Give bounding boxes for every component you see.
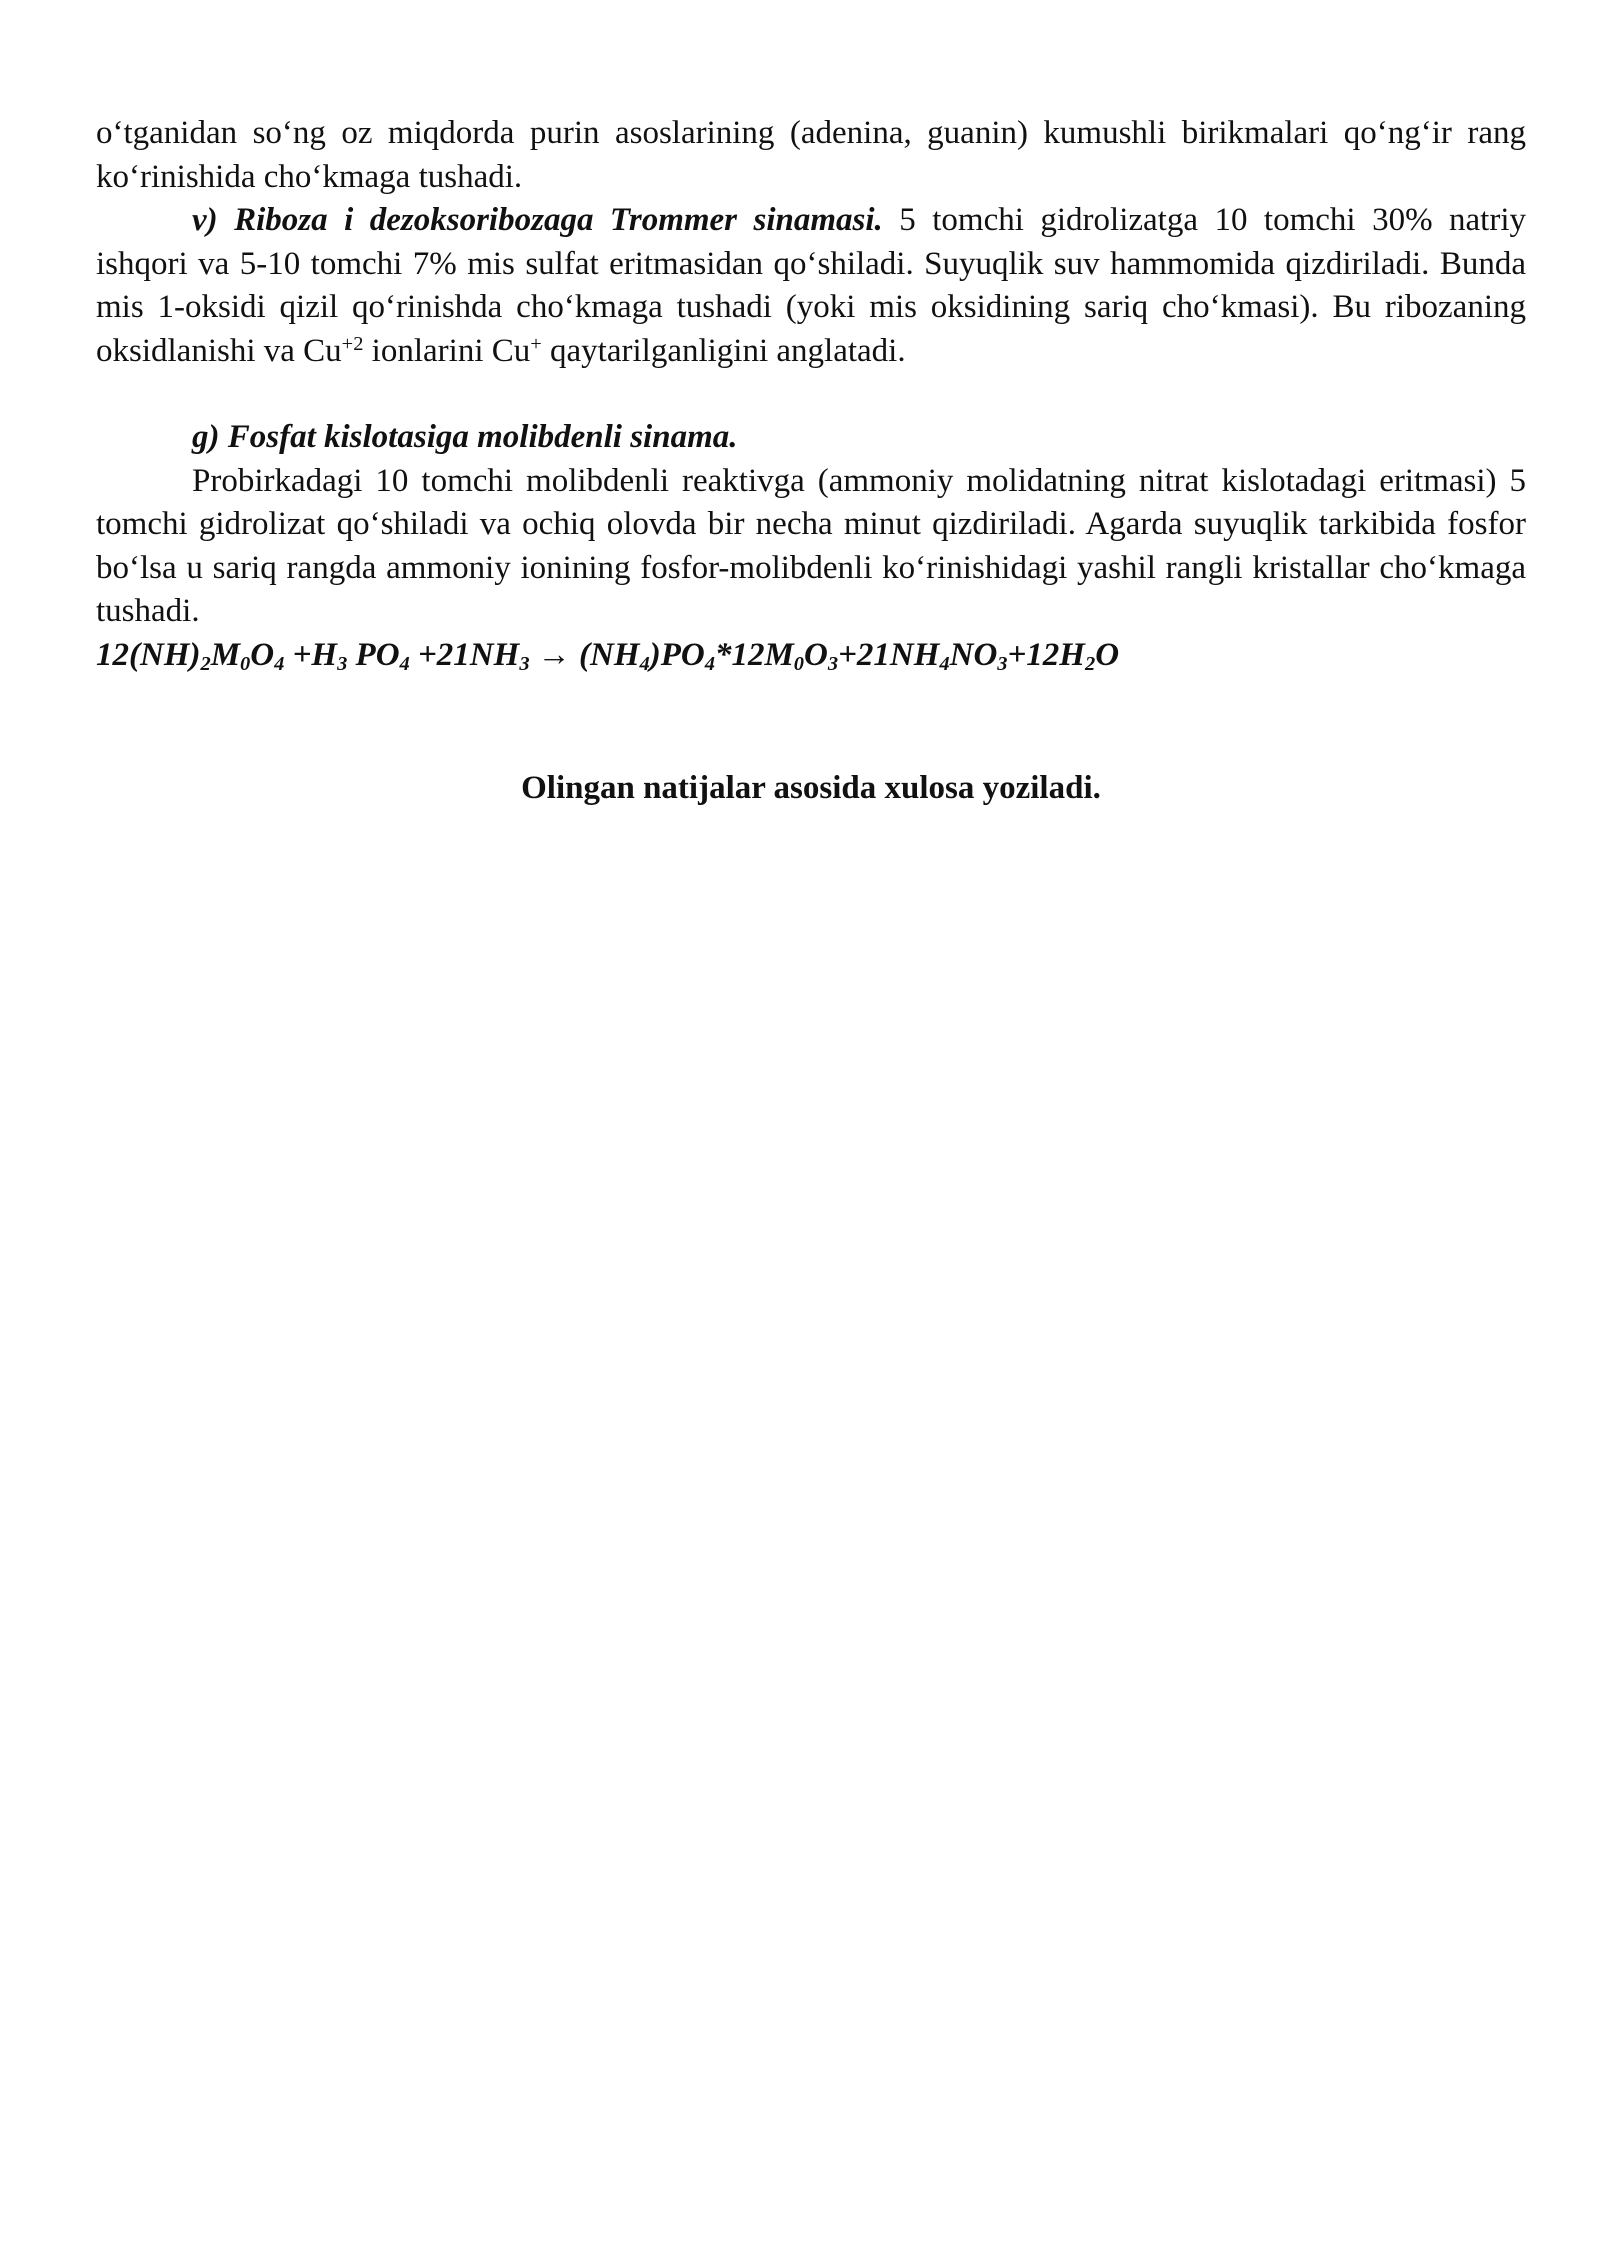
formula-part: O <box>250 636 275 673</box>
formula-part: NO <box>949 636 998 673</box>
section-v-text-2: ionlarini Cu <box>363 332 531 369</box>
formula-part: +21NH <box>838 636 940 673</box>
paragraph-spacer <box>96 373 1526 416</box>
formula-subscript: 4 <box>399 652 410 675</box>
paragraph-trommer-test <box>96 199 1526 373</box>
formula-subscript: 4 <box>274 652 285 675</box>
formula-subscript: 3 <box>337 652 348 675</box>
formula-subscript: 4 <box>704 652 715 675</box>
formula-part: → (NH <box>529 636 640 673</box>
formula-part: +12H <box>1007 636 1085 673</box>
cu-ion-superscript: + <box>530 332 542 355</box>
formula-subscript: 3 <box>997 652 1008 675</box>
formula-part: +21NH <box>409 636 520 673</box>
formula-part: *12M <box>714 636 794 673</box>
section-g-heading: g) Fosfat kislotasiga molibdenli sinama. <box>192 419 738 455</box>
formula-subscript: 4 <box>939 652 950 675</box>
formula-subscript: 3 <box>827 652 839 675</box>
formula-subscript: 0 <box>240 652 251 675</box>
formula-part: O <box>1095 636 1120 673</box>
cu-charge-superscript: +2 <box>341 332 364 355</box>
formula-subscript: 0 <box>793 652 805 675</box>
formula-part: )PO <box>649 636 705 673</box>
formula-subscript: 2 <box>1084 652 1096 675</box>
formula-part: +H <box>284 636 338 673</box>
formula-part: M <box>210 636 241 673</box>
formula-subscript: 3 <box>519 652 530 675</box>
section-v-text-1: 5 tomchi gidrolizatga 10 tomchi 30% natriy ishqori va 5-10 tomchi 7% mis sulfat eritmasidan qo‘shiladi. Suyuqlik suv hammomida qizdiriladi. Bunda mis 1-oksidi qizil qo‘rinishda cho‘kmaga tushadi (yoki mis oksidining sariq cho‘kmasi). Bu ribozaning oksidlanishi va Cu <box>96 202 1527 369</box>
formula-part: PO <box>347 636 400 673</box>
section-v-heading: v) Riboza i dezoksoribozaga Trommer sinamasi. <box>192 202 883 238</box>
document-page <box>96 112 1527 806</box>
formula-part: 12(NH) <box>96 636 201 673</box>
section-v-text-3: qaytarilganligini anglatadi. <box>541 332 906 369</box>
paragraph-molybdenum-test: Probirkadagi 10 tomchi molibdenli reaktivga (ammoniy molidatning nitrat kislotadagi eritmasi) 5 tomchi gidrolizat qo‘shiladi va ochiq olovda bir necha minut qizdiriladi. Agarda suyuqlik tarkibida fosfor bo‘lsa u sariq rangda ammoniy ionining fosfor-molibdenli ko‘rinishidagi yashil rangli kristallar cho‘kmaga tushadi. <box>96 462 1526 629</box>
section-g-heading-line <box>96 416 1526 460</box>
formula-subscript: 2 <box>200 652 211 675</box>
conclusion-line: Olingan natijalar asosida xulosa yoziladi. <box>521 770 1101 806</box>
formula-subscript: 4 <box>639 652 650 675</box>
paragraph-continuation: o‘tganidan so‘ng oz miqdorda purin asoslarining (adenina, guanin) kumushli birikmalari qo‘ng‘ir rang ko‘rinishida cho‘kmaga tushadi. <box>96 115 1526 195</box>
chemical-equation <box>96 634 1526 678</box>
formula-part: O <box>804 636 828 673</box>
